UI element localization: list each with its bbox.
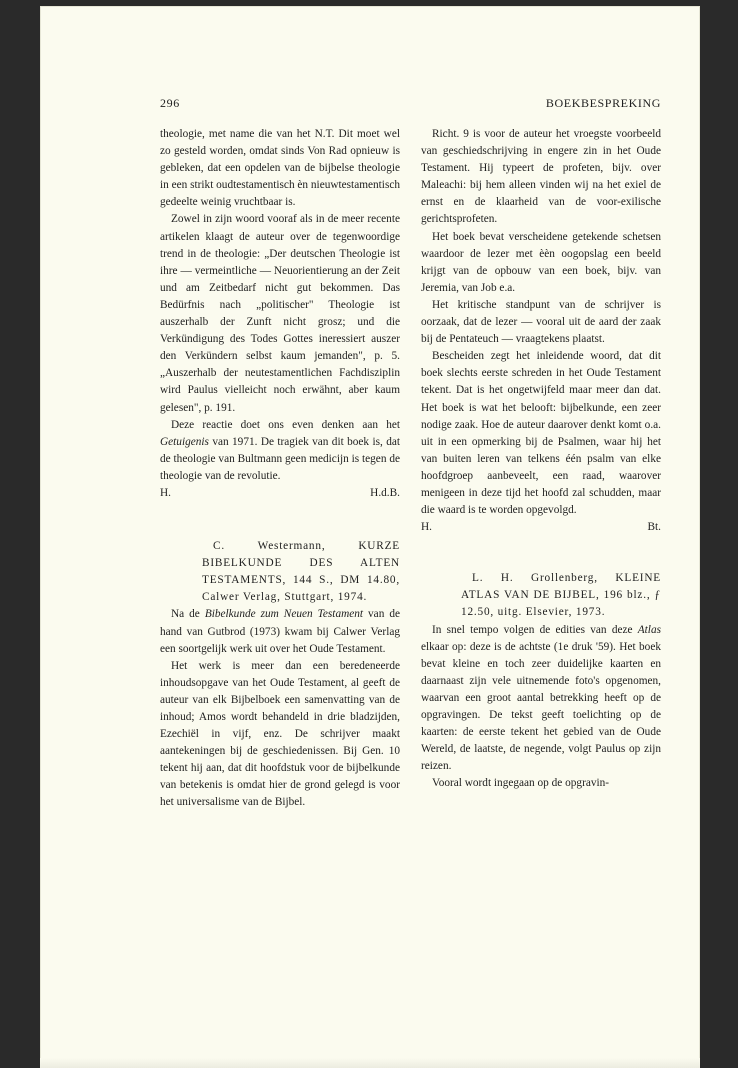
text-run: van 1971. De tragiek van dit boek is, dat de theologie van Bultmann geen medicijn is tegen de theologie van de revolutie. — [160, 435, 400, 482]
page-header — [160, 96, 661, 111]
paragraph — [160, 606, 400, 657]
reviewer-signature: Bt. — [647, 521, 661, 534]
signature-initial: H. — [160, 486, 171, 499]
signature-line — [160, 485, 400, 502]
paragraph: Zowel in zijn woord vooraf als in de meer recente artikelen klaagt de auteur over de tegenwoordige trend in de theologie: „Der deutschen Theologie ist ihre — vermeintliche — Neuorientierung an der Zeit und am Zeitbedarf nicht gut bekommen. Das Bedürfnis nach „politischer" Theologie ist auszerhalb der Zunft nicht grosz; und die Verkündigung des Todes Gottes ineressiert auszer den Verkündern selbst kaum jemanden", p. 5. „Auszerhalb der neutestamentlichen Fachdisziplin wird Paulus vielleicht noch erwähnt, aber kaum gelesen", p. 191. — [160, 213, 400, 414]
signature-initial: H. — [421, 521, 432, 534]
text-run: In snel tempo volgen de edities van deze — [432, 623, 638, 636]
text-run: Na de — [171, 608, 205, 621]
book-title: Getuigenis — [160, 435, 209, 448]
text-run: Deze reactie doet ons even denken aan het — [171, 418, 400, 431]
paragraph: Het werk is meer dan een beredeneerde inhoudsopgave van het Oude Testament, al geeft de auteur van elk Bijbelboek een samenvatting van de inhoud; Amos wordt behandeld in drie bladzijden, Ezechiël in vijf, enz. De schrijver maakt aantekeningen bij de geschiedenissen. Bij Gen. 10 tekent hij aan, dat dit hoofdstuk voor de bijbelkunde van betekenis is omdat hier de grond gelegd is voor het universalisme van de Bijbel. — [160, 659, 400, 809]
paragraph: Vooral wordt ingegaan op de opgravin- — [432, 777, 610, 790]
paragraph — [160, 417, 400, 485]
book-title: Atlas — [637, 623, 661, 636]
review-heading: L. H. Grollenberg, KLEINE ATLAS VAN DE BIJBEL, 196 blz., ƒ 12.50, uitg. Elsevier, 1973. — [461, 572, 661, 619]
book-title: Bibelkunde zum Neuen Testament — [204, 608, 364, 621]
left-column — [160, 126, 400, 812]
paragraph: Bescheiden zegt het inleidende woord, dat dit boek slechts eerste schreden in het Oude Testament tekent. Dat is het ongetwijfeld maar meer dan dat. Het boek is wat het belooft: bijbelkunde, een zeer nodige zaak. Hoe de auteur daarover denkt komt o.a. uit in een opmerking bij de Psalmen, waar hij het van buiten leren van telkens één psalm van elke hoofdgroep aanbeveelt, een raad, waarover menigeen in deze tijd het hoofd zal schudden, maar die waard is te worden opgevolgd. — [421, 350, 661, 517]
page-bottom-shade — [40, 1058, 700, 1068]
paragraph: theologie, met name die van het N.T. Dit moet wel zo gesteld worden, omdat sinds Von Rad opnieuw is gebleken, dat een opdelen van de bijbelse theologie in een strikt oudtestamentisch èn nieuwtestamentisch gedeelte weinig vruchtbaar is. — [160, 128, 400, 209]
paragraph — [421, 622, 661, 776]
running-title: BOEKBESPREKING — [545, 96, 661, 110]
review-heading: C. Westermann, KURZE BIBELKUNDE DES ALTEN TESTAMENTS, 144 S., DM 14.80, Calwer Verlag, Stuttgart, 1974. — [202, 540, 400, 604]
paragraph: Het boek bevat verscheidene getekende schetsen waardoor de lezer met èèn oogopslag een beeld krijgt van de opbouw van een boek, bijv. van Jeremia, van Job e.a. — [421, 230, 661, 294]
right-column — [421, 126, 661, 792]
paragraph: Het kritische standpunt van de schrijver is oorzaak, dat de lezer — vooral uit de aard der zaak bij de Pentateuch — vraagtekens plaatst. — [421, 298, 661, 346]
text-run: van de hand van Gutbrod (1973) kwam bij Calwer Verlag een soortgelijk werk uit over het Oude Testament. — [160, 608, 400, 655]
book-page — [40, 6, 700, 1068]
paragraph: Richt. 9 is voor de auteur het vroegste voorbeeld van geschiedschrijving in engere zin in het Oude Testament. Hij typeert de profeten, bijv. over Maleachi: bij hem alleen vinden wij na het exiel de ernst en de klaarheid van de voor-exilische gerichtsprofeten. — [421, 128, 661, 226]
page-number: 296 — [160, 96, 180, 110]
text-run: elkaar op: deze is de achtste (1e druk '59). Het boek bevat kleine en toch zeer duidelijke kaarten en daarnaast zijn vele uitnemende foto's opgenomen, waarvan een groot aantal betrekking heeft op de opgravingen. De tekst geeft toelichting op de kaarten: de eerste tekent het gebied van de Oude Wereld, de laatste, de negende, volgt Paulus op zijn reizen. — [421, 640, 661, 773]
signature-line — [421, 519, 661, 536]
reviewer-signature: H.d.B. — [370, 486, 400, 499]
